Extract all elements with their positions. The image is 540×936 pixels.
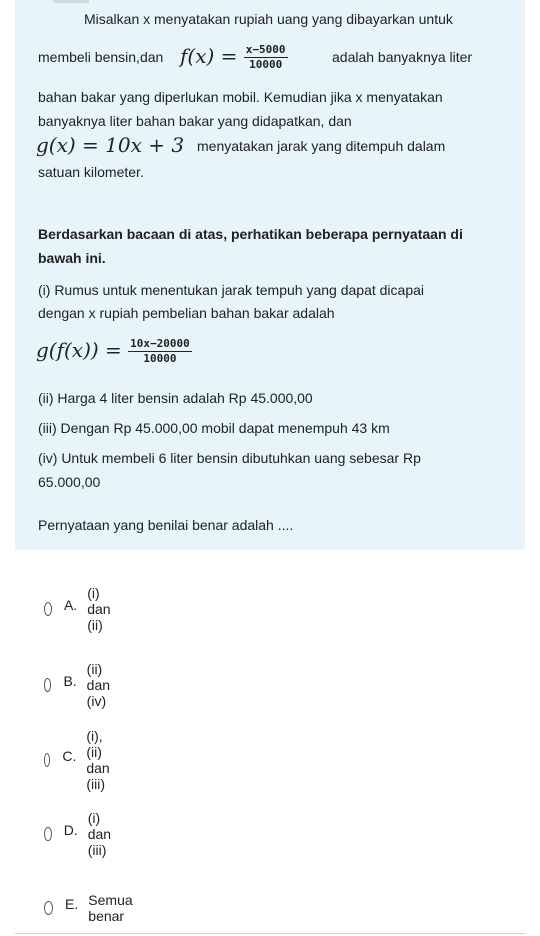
question-prompt: Pernyataan yang benilai benar adalah .... <box>38 517 294 533</box>
gf-lhs: g(f(x)) = <box>36 338 122 362</box>
option-text: (i), (ii) dan (iii) <box>86 728 110 792</box>
statement-iv-line-1: (iv) Untuk membeli 6 liter bensin dibutuhkan uang sebesar Rp <box>38 450 421 466</box>
statement-iv-line-2: 65.000,00 <box>38 474 101 490</box>
f-denominator: 10000 <box>249 58 283 71</box>
question-line-6: satuan kilometer. <box>38 164 144 180</box>
radio-icon[interactable] <box>44 602 52 616</box>
option-text: (i) dan (ii) <box>87 585 111 633</box>
option-b[interactable] <box>44 661 117 709</box>
g-definition: g(x) = 10x + 3 <box>36 133 185 157</box>
instruction-line-1: Berdasarkan bacaan di atas, perhatikan beberapa pernyataan di <box>38 226 463 242</box>
radio-icon[interactable] <box>44 753 50 767</box>
option-c[interactable] <box>44 728 117 792</box>
option-a[interactable] <box>44 585 117 633</box>
radio-icon[interactable] <box>44 827 52 841</box>
f-numerator: x−5000 <box>245 43 286 56</box>
gf-definition <box>36 330 192 370</box>
option-text: (i) dan (iii) <box>87 810 112 858</box>
f-fraction <box>244 43 288 72</box>
question-line-1: Misalkan x menyatakan rupiah uang yang dibayarkan untuk <box>84 11 453 27</box>
option-letter: A. <box>63 597 78 613</box>
gf-denominator: 10000 <box>143 352 177 365</box>
question-line-3: bahan bakar yang diperlukan mobil. Kemudian jika x menyatakan <box>38 89 443 105</box>
option-text: Semua benar <box>88 892 133 924</box>
gf-numerator: 10x−20000 <box>130 337 190 350</box>
statement-i-line-1: (i) Rumus untuk menentukan jarak tempuh yang dapat dicapai <box>38 282 424 298</box>
question-line-2: membeli bensin,dan <box>38 49 164 65</box>
option-letter: C. <box>62 748 77 764</box>
top-tab-indicator <box>53 0 89 3</box>
option-text: (ii) dan (iv) <box>86 661 111 709</box>
statement-ii: (ii) Harga 4 liter bensin adalah Rp 45.000,00 <box>38 390 313 406</box>
question-card <box>15 0 525 550</box>
f-definition <box>180 38 288 74</box>
instruction-line-2: bawah ini. <box>38 250 106 266</box>
radio-icon[interactable] <box>44 678 51 692</box>
question-line-2b: adalah banyaknya liter <box>332 49 473 65</box>
statement-i-line-2: dengan x rupiah pembelian bahan bakar adalah <box>38 305 335 321</box>
option-e[interactable] <box>44 892 138 924</box>
bottom-divider <box>15 933 525 934</box>
option-letter: D. <box>63 822 78 838</box>
question-line-4: banyaknya liter bahan bakar yang didapatkan, dan <box>38 113 352 129</box>
option-letter: B. <box>63 673 77 689</box>
option-d[interactable] <box>44 810 117 858</box>
radio-icon[interactable] <box>44 901 53 915</box>
question-line-5: menyatakan jarak yang ditempuh dalam <box>197 138 446 154</box>
gf-fraction <box>128 337 192 366</box>
statement-iii: (iii) Dengan Rp 45.000,00 mobil dapat menempuh 43 km <box>38 420 390 436</box>
option-letter: E. <box>65 896 79 912</box>
f-lhs: f(x) = <box>180 44 238 68</box>
